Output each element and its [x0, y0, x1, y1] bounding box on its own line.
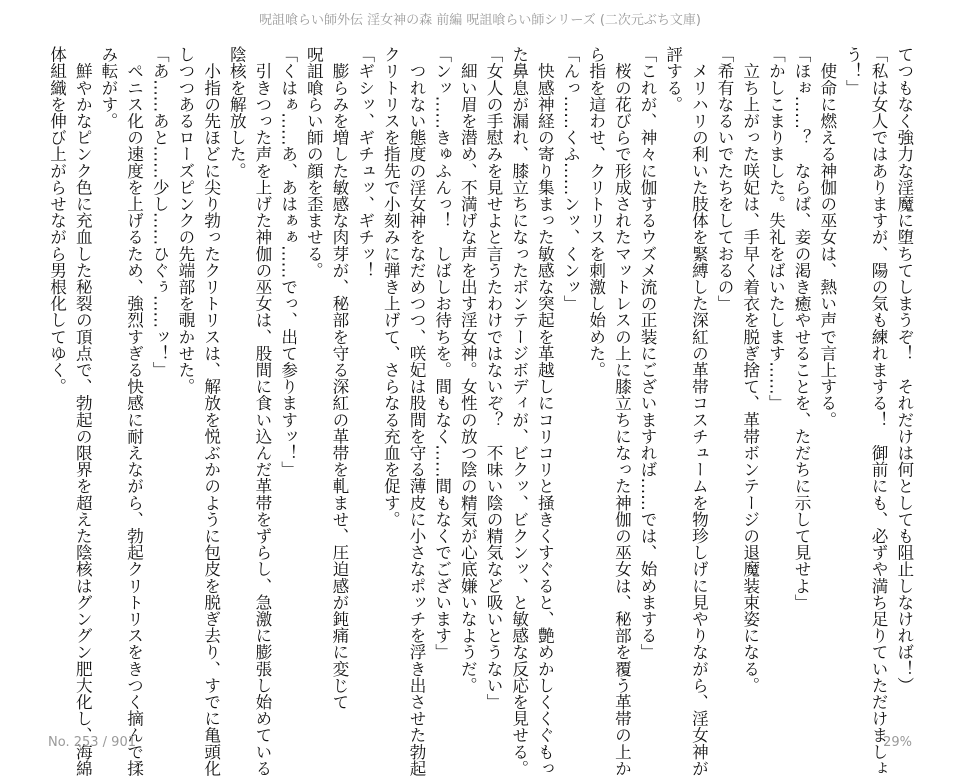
book-title-bar	[0, 0, 960, 36]
text-line: 陰核を解放した。	[227, 46, 247, 179]
text-line: う！」	[843, 46, 863, 96]
text-line: 「かしこまりました。失礼をばいたします……」	[766, 46, 786, 412]
text-line: 体組織を伸び上がらせながら男根化してゆく。	[47, 46, 67, 395]
text-line: た鼻息が漏れ、膝立ちになったボンテージボディが、ビクッ、ビクンッ、と敏感な反応を見せる。	[509, 46, 529, 776]
text-line: 快感神経の寄り集まった敏感な突起を革越しにコリコリと掻きくすぐると、艶めかしくくぐもっ	[535, 46, 555, 776]
text-line: 「ほぉ……？ ならば、妾の渇き癒やせることを、ただちに示して見せよ」	[792, 46, 812, 611]
text-line: クリトリスを指先で小刻みに弾き上げて、さらなる充血を促す。	[381, 46, 401, 528]
text-line: 「私は女人ではありますが、陽の気も練れまする！ 御前にも、必ずや満ち足りていただけましょ	[869, 46, 889, 776]
book-title: 呪詛喰らい師外伝 淫女神の森 前編 呪詛喰らい師シリーズ (二次元ぶち文庫)	[258, 12, 702, 28]
text-line: 鮮やかなピンク色に充血した秘裂の頂点で、勃起の限界を超えた陰核はグングン肥大化し、海綿	[73, 46, 93, 776]
text-line: ペニス化の速度を上げるため、強烈すぎる快感に耐えながら、勃起クリトリスをきつく摘んで揉	[124, 46, 144, 776]
text-line: 膨らみを増した敏感な肉芽が、秘部を守る深紅の革帯を軋ませ、圧迫感が鈍痛に変じて	[329, 46, 349, 710]
text-line: 「希有なるいでたちをしておるの」	[715, 46, 735, 312]
text-line: ら指を這わせ、クリトリスを刺激し始めた。	[586, 46, 606, 378]
text-line: 「んっ……くふ……ンッ、くンッ」	[561, 46, 581, 312]
text-line: 小指の先ほどに尖り勃ったクリトリスは、解放を悦ぶかのように包皮を脱ぎ去り、すでに亀頭化	[201, 46, 221, 776]
reading-progress-percent: 29%	[883, 735, 912, 750]
text-line: つれない態度の淫女神をなだめつつ、咲妃は股間を守る薄皮に小さなポッチを浮き出させた勃起	[407, 46, 426, 776]
text-line: 評する。	[663, 46, 683, 113]
text-line: 「あ……あと……少し……ひぐぅ……ッ！」	[150, 46, 170, 378]
text-line: 「ギシッ、ギチュッ、ギチッ！	[355, 46, 375, 279]
text-line: メリハリの利いた肢体を緊縛した深紅の革帯コスチュームを物珍しげに見やりながら、淫女神が	[689, 46, 709, 776]
text-line: 引きつった声を上げた神伽の巫女は、股間に食い込んだ革帯をずらし、急激に膨張し始めている	[252, 46, 272, 776]
text-line: み転がす。	[98, 46, 118, 129]
text-line: 「女人の手慰みを見せよと言うたわけではないぞ？ 不味い陰の精気など吸いとうない」	[484, 46, 504, 710]
text-line: てつもなく強力な淫魔に堕ちてしまうぞ！ それだけは何としても阻止しなければ！）	[894, 46, 914, 694]
text-line: 「ンッ……きゅふんっ！ しばしお待ちを。間もなく……間もなくでございます」	[432, 46, 452, 661]
text-line: 細い眉を潜め、不満げな声を出す淫女神。女性の放つ陰の精気が心底嫌いなようだ。	[458, 46, 478, 694]
location-indicator: No. 253 / 901	[48, 735, 136, 750]
text-line: 使命に燃える神伽の巫女は、熱い声で言上する。	[817, 46, 837, 428]
text-line: 桜の花びらで形成されたマットレスの上に膝立ちになった神伽の巫女は、秘部を覆う革帯の上か	[612, 46, 632, 776]
text-line: しつつあるローズピンクの先端部を覗かせた。	[175, 46, 195, 395]
text-line: 「これが、神々に伽するウズメ流の正装にございますれば……では、始めまする」	[638, 46, 658, 661]
text-line: 呪詛喰らい師の顔を歪ませる。	[304, 46, 324, 279]
text-line: 「くはぁ……あ、あはぁぁ……でっ、出て参りますッ！」	[278, 46, 298, 478]
reader-footer	[0, 733, 960, 761]
text-line: 立ち上がった咲妃は、手早く着衣を脱ぎ捨て、革帯ボンテージの退魔装束姿になる。	[740, 46, 760, 694]
